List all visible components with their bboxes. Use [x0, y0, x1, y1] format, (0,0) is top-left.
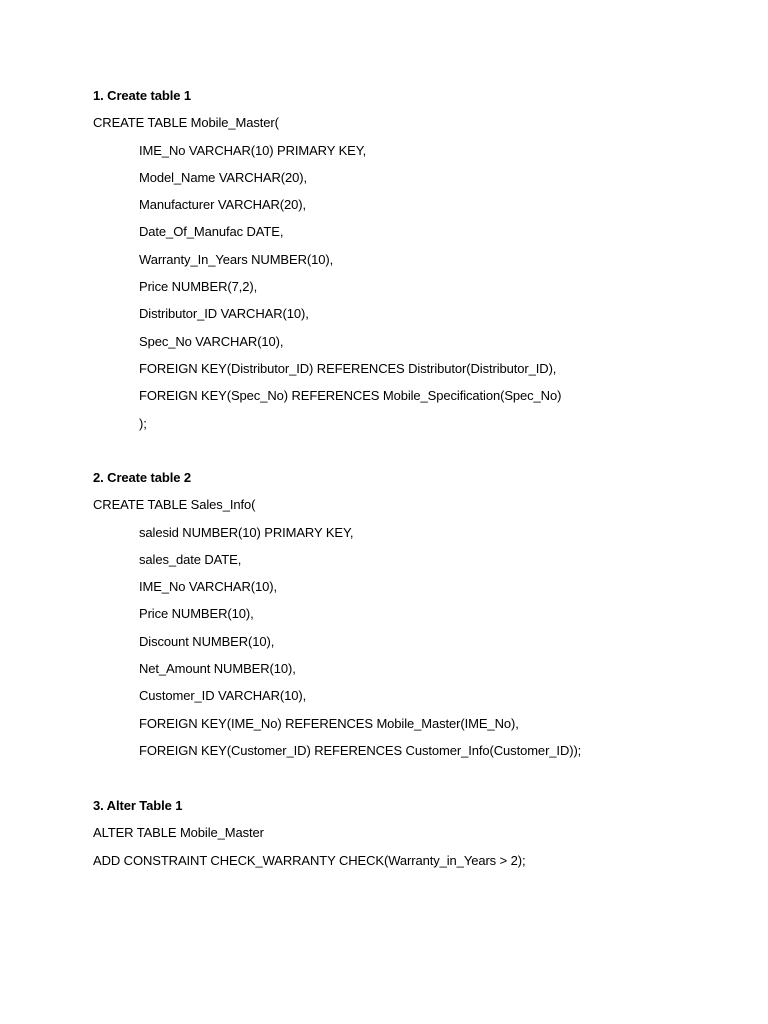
- sql-line: IME_No VARCHAR(10),: [139, 579, 278, 595]
- sql-line: Net_Amount NUMBER(10),: [139, 661, 296, 677]
- sql-line: FOREIGN KEY(Spec_No) REFERENCES Mobile_Specification(Spec_No): [139, 388, 562, 404]
- sql-line: Price NUMBER(7,2),: [139, 279, 258, 295]
- section-heading: 1. Create table 1: [93, 88, 192, 103]
- sql-line: );: [139, 415, 147, 431]
- sql-line: FOREIGN KEY(Customer_ID) REFERENCES Customer_Info(Customer_ID));: [139, 742, 582, 758]
- sql-statement: ALTER TABLE Mobile_Master: [93, 825, 264, 841]
- section-create-table-1: [93, 82, 733, 437]
- sql-line: Customer_ID VARCHAR(10),: [139, 688, 307, 704]
- sql-line: FOREIGN KEY(IME_No) REFERENCES Mobile_Master(IME_No),: [139, 715, 519, 731]
- sql-line: Manufacturer VARCHAR(20),: [139, 197, 307, 213]
- section-heading: 3. Alter Table 1: [93, 798, 183, 813]
- sql-line: Spec_No VARCHAR(10),: [139, 333, 284, 349]
- sql-statement: ADD CONSTRAINT CHECK_WARRANTY CHECK(Warranty_in_Years > 2);: [93, 852, 526, 868]
- sql-line: FOREIGN KEY(Distributor_ID) REFERENCES Distributor(Distributor_ID),: [139, 360, 557, 376]
- sql-line: Model_Name VARCHAR(20),: [139, 169, 307, 185]
- sql-line: salesid NUMBER(10) PRIMARY KEY,: [139, 524, 354, 540]
- section-create-table-2: [93, 464, 733, 764]
- sql-statement: CREATE TABLE Sales_Info(: [93, 497, 256, 513]
- sql-line: Date_Of_Manufac DATE,: [139, 224, 284, 240]
- sql-line: IME_No VARCHAR(10) PRIMARY KEY,: [139, 142, 367, 158]
- sql-statement: CREATE TABLE Mobile_Master(: [93, 115, 279, 131]
- sql-line: Price NUMBER(10),: [139, 606, 254, 622]
- section-heading: 2. Create table 2: [93, 470, 192, 485]
- sql-line: sales_date DATE,: [139, 551, 242, 567]
- sql-line: Warranty_In_Years NUMBER(10),: [139, 251, 334, 267]
- sql-line: Discount NUMBER(10),: [139, 633, 275, 649]
- section-alter-table-1: [93, 792, 733, 874]
- sql-line: Distributor_ID VARCHAR(10),: [139, 306, 309, 322]
